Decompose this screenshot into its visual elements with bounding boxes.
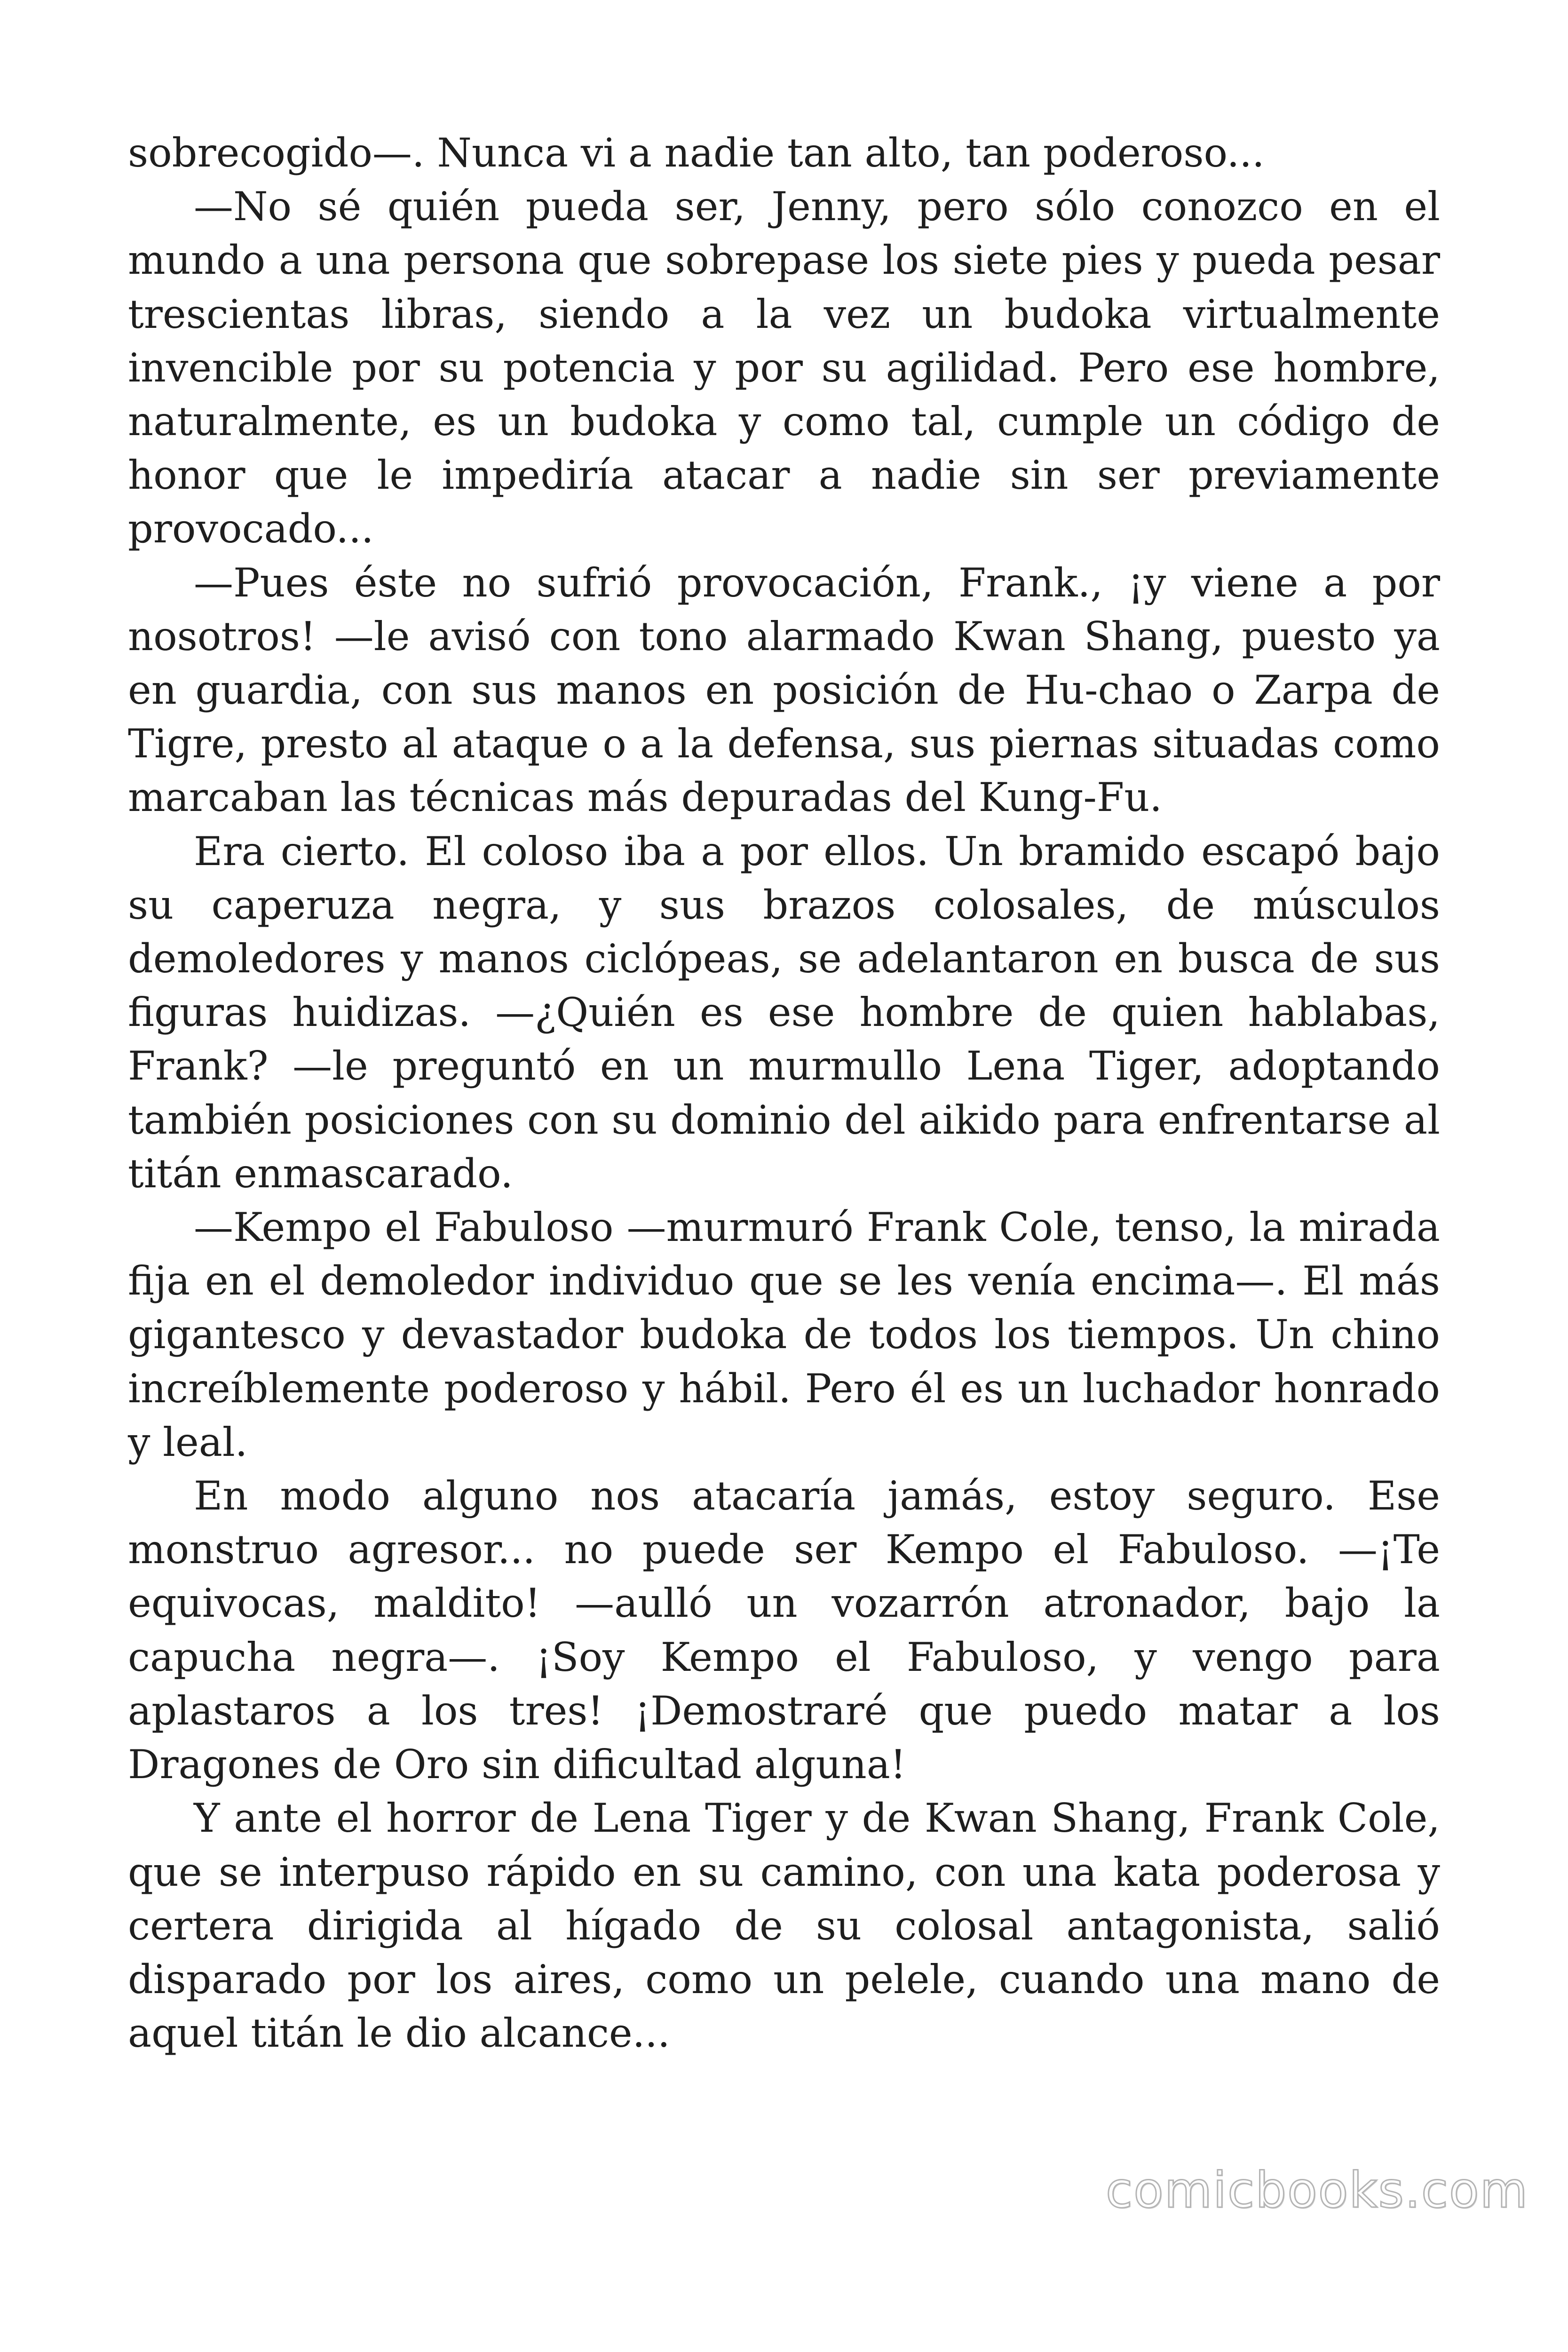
paragraph-5: —Kempo el Fabuloso —murmuró Frank Cole, tenso, la mirada fija en el demoledor individuo que se les venía encima—. El más gigantesco y devastador budoka de todos los tiempos. Un chino increíblemente poderoso y hábil. Pero él es un luchador honrado y leal.: [128, 1204, 1440, 1465]
paragraph-1: sobrecogido—. Nunca vi a nadie tan alto, tan poderoso...: [128, 130, 1265, 176]
page-text: [128, 126, 1440, 2060]
paragraph-3: —Pues éste no sufrió provocación, Frank., ¡y viene a por nosotros! —le avisó con tono alarmado Kwan Shang, puesto ya en guardia, con sus manos en posición de Hu-chao o Zarpa de Tigre, presto al ataque o a la defensa, sus piernas situadas como marcaban las técnicas más depuradas del Kung-Fu.: [128, 559, 1440, 821]
paragraph-6: En modo alguno nos atacaría jamás, estoy seguro. Ese monstruo agresor... no puede ser Kempo el Fabuloso. —¡Te equivocas, maldito! —aulló un vozarrón atronador, bajo la capucha negra—. ¡Soy Kempo el Fabuloso, y vengo para aplastaros a los tres! ¡Demostraré que puedo matar a los Dragones de Oro sin dificultad alguna!: [128, 1473, 1440, 1788]
paragraph-2: —No sé quién pueda ser, Jenny, pero sólo conozco en el mundo a una persona que sobrepase los siete pies y pueda pesar trescientas libras, siendo a la vez un budoka virtualmente invencible por su potencia y por su agilidad. Pero ese hombre, naturalmente, es un budoka y como tal, cumple un código de honor que le impediría atacar a nadie sin ser previamente provocado...: [128, 183, 1440, 552]
paragraph-4: Era cierto. El coloso iba a por ellos. Un bramido escapó bajo su caperuza negra, y sus brazos colosales, de músculos demoledores y manos ciclópeas, se adelantaron en busca de sus figuras huidizas. —¿Quién es ese hombre de quien hablabas, Frank? —le preguntó en un murmullo Lena Tiger, adoptando también posiciones con su dominio del aikido para enfrentarse al titán enmascarado.: [128, 828, 1440, 1197]
watermark-text: comicbooks.com: [1105, 2161, 1528, 2219]
paragraph-7: Y ante el horror de Lena Tiger y de Kwan Shang, Frank Cole, que se interpuso rápido en su camino, con una kata poderosa y certera dirigida al hígado de su colosal antagonista, salió disparado por los aires, como un pelele, cuando una mano de aquel titán le dio alcance...: [128, 1795, 1440, 2057]
